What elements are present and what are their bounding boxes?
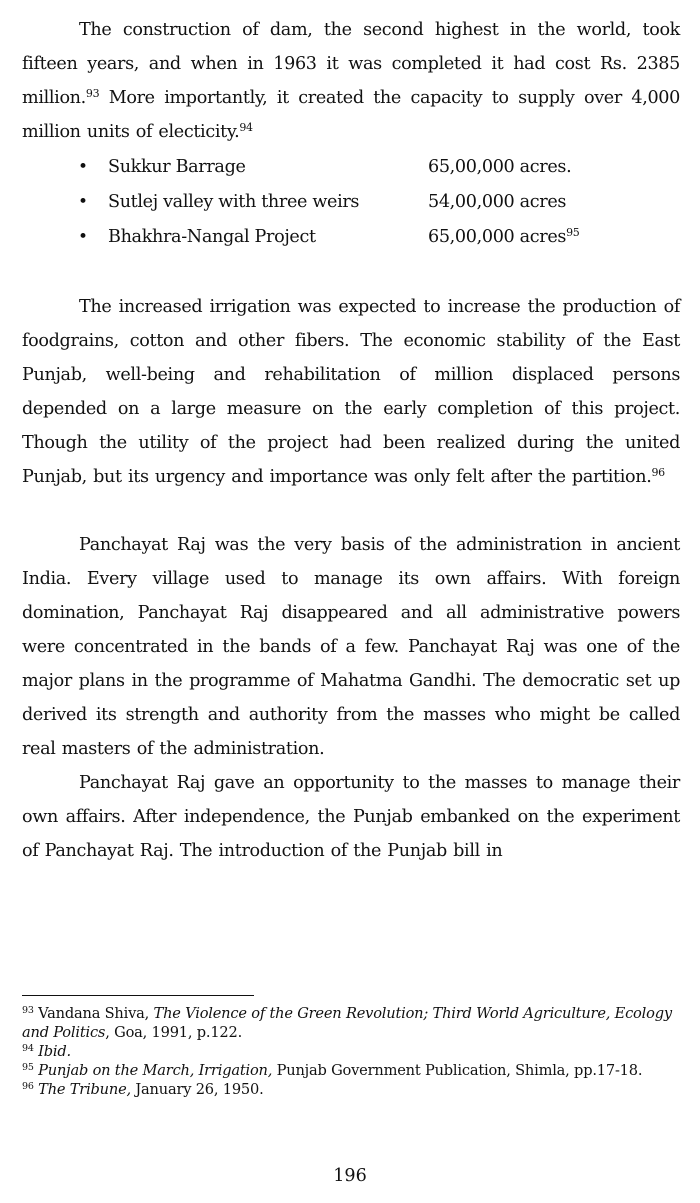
footnote-ref-93[interactable]: 93 <box>85 87 100 100</box>
footnote-94: $^{94}$ Ibid. <box>22 1043 71 1060</box>
footnotes <box>22 1004 684 1099</box>
footnote-95: $^{95}$ Punjab on the March, Irrigation, Punjab Government Publication, Shimla, pp.17-18. <box>22 1062 643 1079</box>
list-item <box>78 150 678 185</box>
paragraph-text: Panchayat Raj gave an opportunity to the masses to manage their own affairs. After independence, the Punjab embanked on the experiment of Panchayat Raj. The introduction of the Punjab bill in <box>22 773 680 861</box>
list-item <box>78 220 678 255</box>
list-item-label: Bhakhra-Nangal Project <box>108 227 316 247</box>
bullet-icon: • <box>78 157 88 177</box>
list-item-value: 65,00,000 acres. <box>428 157 572 177</box>
bullet-icon: • <box>78 227 88 247</box>
paragraph-dam-construction <box>22 13 680 149</box>
list-item-label: Sukkur Barrage <box>108 157 246 177</box>
footnote-ref-96[interactable]: 96 <box>651 466 665 479</box>
list-item-value: 54,00,000 acres <box>428 192 567 212</box>
paragraph-text: Panchayat Raj was the very basis of the administration in ancient India. Every village used to manage its own affairs. With foreign domination, Panchayat Raj disappeared and all administrative powers were concentrated in the bands of a few. Panchayat Raj was one of the major plans in the programme of Mahatma Gandhi. The democratic set up derived its strength and authority from the masses who might be called real masters of the administration. <box>22 535 680 759</box>
footnote-ref-95[interactable]: 95 <box>566 226 580 239</box>
list-item-label: Sutlej valley with three weirs <box>108 192 360 212</box>
paragraph-text: The increased irrigation was expected to increase the production of foodgrains, cotton and other fibers. The economic stability of the East Punjab, well-being and rehabilitation of million displaced persons depended on a large measure on the early completion of this project. Though the utility of the project had been realized during the united Punjab, but its urgency and importance was only felt after the partition. <box>22 297 680 487</box>
footnote-ref-94[interactable]: 94 <box>239 121 253 134</box>
paragraph-text: The construction of dam, the second highest in the world, took fifteen years, and when in 1963 it was completed it had cost Rs. 2385 million. <box>22 20 680 108</box>
footnote-93: $^{93}$ Vandana Shiva, The Violence of the Green Revolution; Third World Agriculture, Ecology and Politics, Goa, 1991, p.122. <box>22 1005 672 1041</box>
bullet-icon: • <box>78 192 88 212</box>
list-item-value: 65,00,000 acres$^{95}$ <box>428 226 580 247</box>
footnote-96: $^{96}$ The Tribune, January 26, 1950. <box>22 1081 264 1098</box>
paragraph-text: More importantly, it created the capacity to supply over 4,000 million units of electicity. <box>22 88 680 142</box>
footnote-separator <box>22 995 254 996</box>
page-number: 196 <box>333 1166 367 1186</box>
irrigation-acreage-list <box>78 150 678 255</box>
paragraph-irrigation <box>22 290 680 494</box>
list-item <box>78 185 678 220</box>
paragraph-panchayat-history <box>22 528 680 868</box>
